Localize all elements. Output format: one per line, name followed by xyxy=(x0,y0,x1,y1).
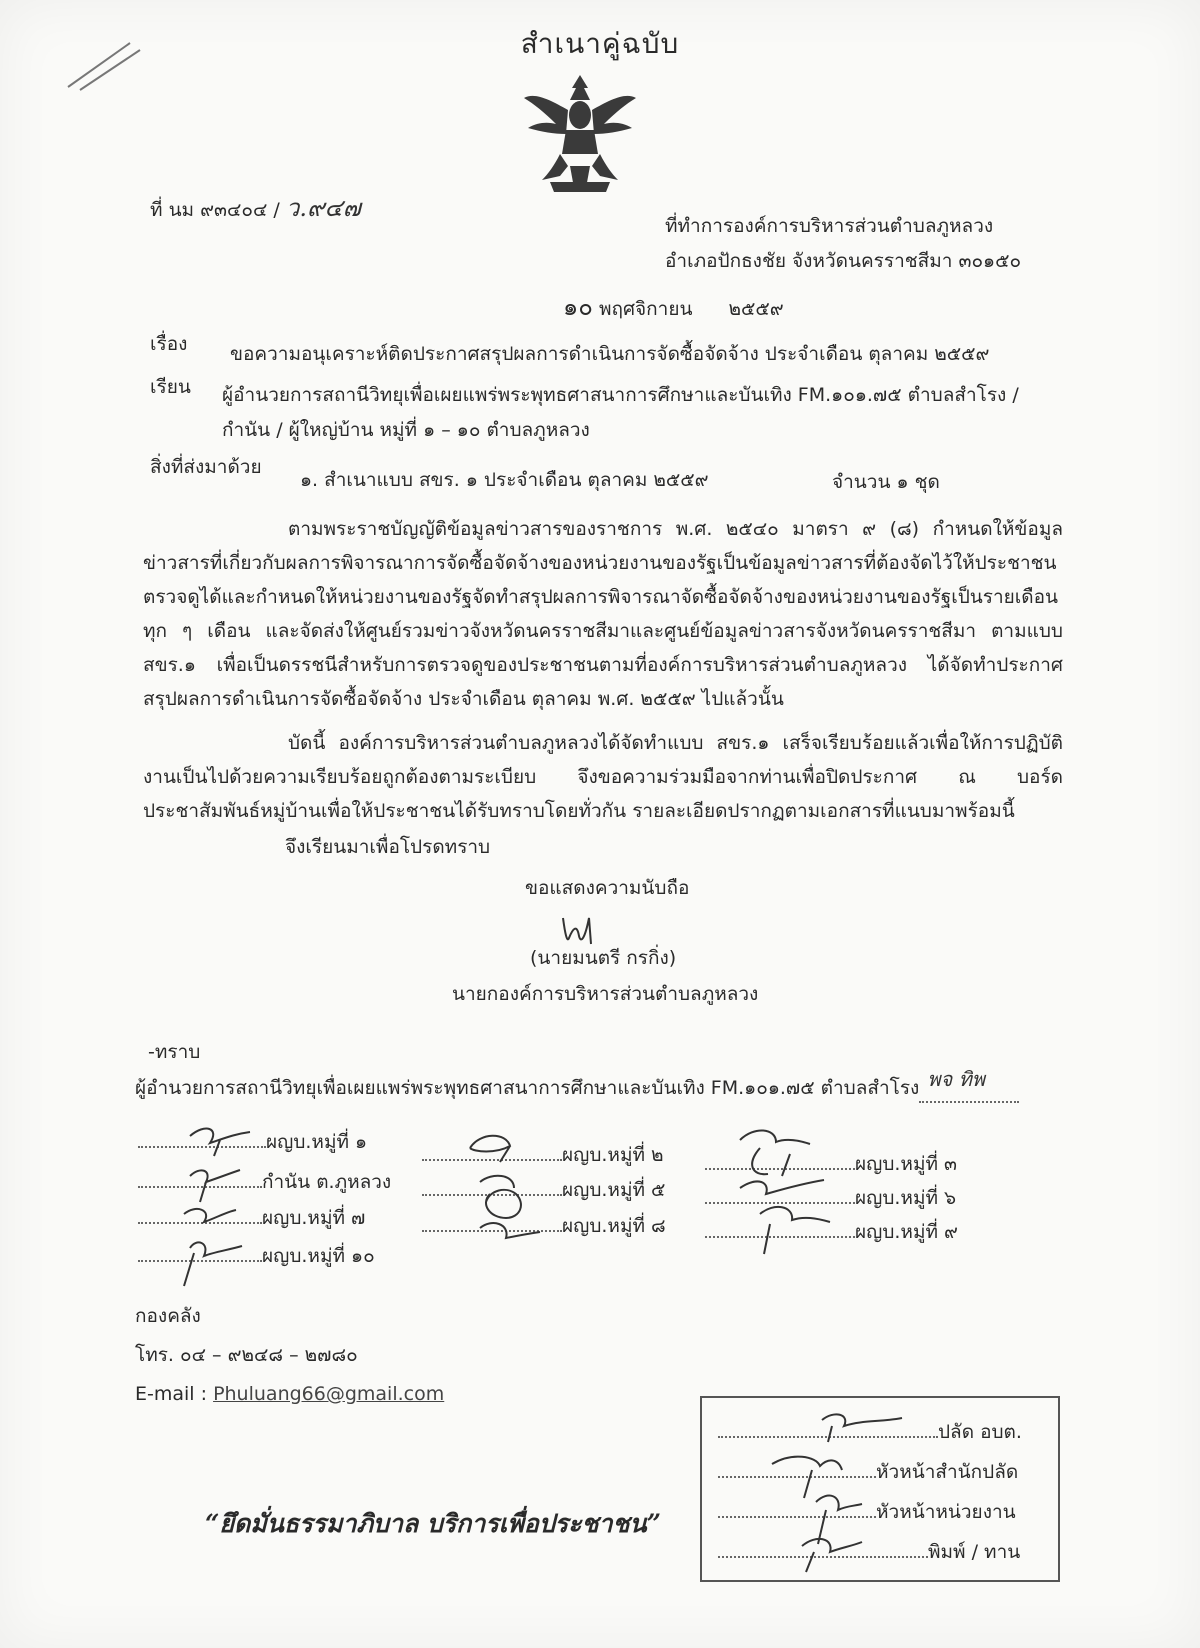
closing-request: จึงเรียนมาเพื่อโปรดทราบ xyxy=(285,836,491,858)
signer-name: (นายมนตรี กรกิ่ง) xyxy=(530,947,677,969)
approval-row: ปลัด อบต. xyxy=(718,1420,1022,1445)
village-head-signatures xyxy=(170,1118,990,1288)
signer-row: ผญบ.หมู่ที่ ๗ xyxy=(138,1206,365,1231)
approval-row: พิมพ์ / ทาน xyxy=(718,1540,1020,1565)
signer-row: ผญบ.หมู่ที่ ๕ xyxy=(422,1178,665,1203)
closing-respect: ขอแสดงความนับถือ xyxy=(525,877,690,899)
signer-row: ผญบ.หมู่ที่ ๘ xyxy=(422,1214,666,1239)
signer-title: นายกองค์การบริหารส่วนตำบลภูหลวง xyxy=(452,983,759,1005)
signer-row: ผญบ.หมู่ที่ ๓ xyxy=(705,1152,957,1177)
subject-text: ขอความอนุเคราะห์ติดประกาศสรุปผลการดำเนินการจัดซื้อจัดจ้าง ประจำเดือน ตุลาคม ๒๕๕๙ xyxy=(230,343,990,365)
enclosure-text: ๑. สำเนาแบบ สขร. ๑ ประจำเดือน ตุลาคม ๒๕๕๙ xyxy=(300,469,709,491)
email-line: E-mail : Phuluang66@gmail.com xyxy=(135,1383,445,1405)
signer-row: กำนัน ต.ภูหลวง xyxy=(138,1170,391,1195)
to-label: เรียน xyxy=(150,376,191,398)
department-label: กองคลัง xyxy=(135,1305,201,1327)
slogan: “ยึดมั่นธรรมาภิบาล บริการเพื่อประชาชน” xyxy=(205,1509,661,1538)
signer-row: ผญบ.หมู่ที่ ๖ xyxy=(705,1186,956,1211)
letter-date: ๑๐ พฤศจิกายน ๒๕๕๙ xyxy=(563,293,784,321)
handwritten-slash-mark xyxy=(60,35,150,95)
radio-station-ack: ผู้อำนวยการสถานีวิทยุเพื่อเผยแพร่พระพุทธศาสนาการศึกษาและบันเทิง FM.๑๐๑.๗๕ ตำบลสำโรง พจ ทิพ xyxy=(135,1076,1019,1103)
reference-number: ที่ นม ๙๓๔๐๔ / ว.๙๔๗ xyxy=(150,194,361,222)
enclosure-label: สิ่งที่ส่งมาด้วย xyxy=(150,456,262,478)
signer-row: ผญบ.หมู่ที่ ๑๐ xyxy=(138,1244,375,1269)
office-address-line1: ที่ทำการองค์การบริหารส่วนตำบลภูหลวง xyxy=(665,215,994,237)
approval-row: หัวหน้าหน่วยงาน xyxy=(718,1500,1016,1525)
approval-signatures xyxy=(742,1406,942,1576)
garuda-emblem-icon xyxy=(520,70,640,200)
subject-label: เรื่อง xyxy=(150,333,188,355)
enclosure-quantity: จำนวน ๑ ชุด xyxy=(832,471,940,493)
email-link[interactable]: Phuluang66@gmail.com xyxy=(213,1383,445,1405)
signer-row: ผญบ.หมู่ที่ ๒ xyxy=(422,1143,664,1168)
signature-mayor xyxy=(555,908,605,948)
approval-box xyxy=(700,1396,1060,1582)
body-paragraph-2: บัดนี้ องค์การบริหารส่วนตำบลภูหลวงได้จัดทำแบบ สขร.๑ เสร็จเรียบร้อยแล้วเพื่อให้การปฏิบัติงานเป็นไปด้วยความเรียบร้อยถูกต้องตามระเบียบ จึงขอความร่วมมือจากท่านเพื่อปิดประกาศ ณ บอร์ดประชาสัมพันธ์หมู่บ้านเพื่อให้ประชาชนได้รับทราบโดยทั่วกัน รายละเอียดปรากฏตามเอกสารที่แนบมาพร้อมนี้ xyxy=(143,732,1063,822)
acknowledge-label: -ทราบ xyxy=(148,1041,201,1063)
body-paragraph-1: ตามพระราชบัญญัติข้อมูลข่าวสารของราชการ พ.ศ. ๒๕๔๐ มาตรา ๙ (๘) กำหนดให้ข้อมูลข่าวสารที่เกี่ยวกับผลการพิจารณาการจัดซื้อจัดจ้างของหน่วยงานของรัฐเป็นข้อมูลข่าวสารที่ต้องจัดไว้ให้ประชาชนตรวจดูได้และกำหนดให้หน่วยงานของรัฐจัดทำสรุปผลการพิจารณาจัดซื้อจัดจ้างของหน่วยงานของรัฐเป็นรายเดือนทุก ๆ เดือน และจัดส่งให้ศูนย์รวมข่าวจังหวัดนครราชสีมาและศูนย์ข้อมูลข่าวสารจังหวัดนครราชสีมา ตามแบบ สขร.๑ เพื่อเป็นดรรชนีสำหรับการตรวจดูของประชาชนตามที่องค์การบริหารส่วนตำบลภูหลวง ได้จัดทำประกาศสรุปผลการดำเนินการจัดซื้อจัดจ้าง ประจำเดือน ตุลาคม พ.ศ. ๒๕๕๙ ไปแล้วนั้น xyxy=(143,518,1063,710)
phone-number: โทร. ๐๔ – ๙๒๔๘ – ๒๗๘๐ xyxy=(135,1344,358,1366)
signer-row: ผญบ.หมู่ที่ ๙ xyxy=(705,1220,958,1245)
to-line2: กำนัน / ผู้ใหญ่บ้าน หมู่ที่ ๑ – ๑๐ ตำบลภูหลวง xyxy=(222,419,590,441)
signer-row: ผญบ.หมู่ที่ ๑ xyxy=(138,1130,367,1155)
to-line1: ผู้อำนวยการสถานีวิทยุเพื่อเผยแพร่พระพุทธศาสนาการศึกษาและบันเทิง FM.๑๐๑.๗๕ ตำบลสำโรง / xyxy=(222,384,1019,406)
copy-title: สำเนาคู่ฉบับ xyxy=(520,27,680,60)
approval-row: หัวหน้าสำนักปลัด xyxy=(718,1460,1018,1485)
office-address-line2: อำเภอปักธงชัย จังหวัดนครราชสีมา ๓๐๑๕๐ xyxy=(665,250,1022,272)
